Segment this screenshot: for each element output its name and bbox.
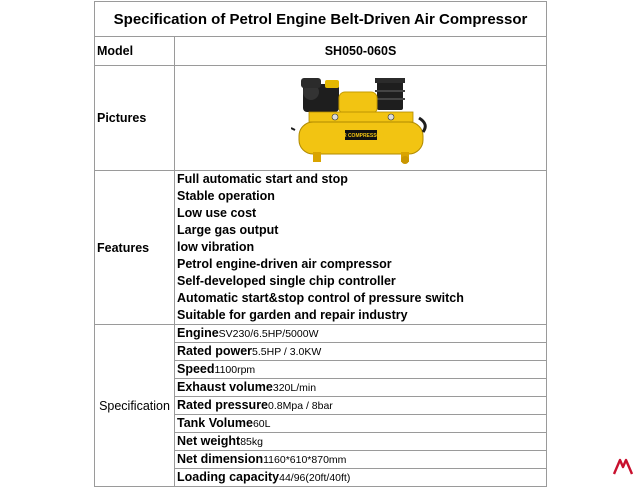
spec-row-engine [175,325,547,343]
feature-item: Large gas output [177,223,279,237]
spec-row-exhaust-volume [175,379,547,397]
spec-value: 0.8Mpa / 8bar [268,400,333,412]
pictures-label: Pictures [95,66,175,171]
features-row [95,171,547,325]
spec-key: Net dimension [177,452,264,466]
tank-label: AIR COMPRESSOR [337,133,384,139]
model-row [95,37,547,66]
spec-key: Speed [177,362,215,376]
picture-cell [175,66,547,171]
spec-key: Engine [177,326,219,340]
spec-key: Exhaust volume [177,380,273,394]
spec-value: 1160*610*870mm [263,454,347,466]
feature-item: Self-developed single chip controller [177,274,396,288]
spec-key: Loading capacity [177,470,280,484]
pictures-row [95,66,547,171]
spec-row-rated-pressure [175,397,547,415]
feature-item: Full automatic start and stop [177,172,348,186]
feature-item: Petrol engine-driven air compressor [177,257,392,271]
feature-item: low vibration [177,240,255,254]
spec-value: 320L/min [272,382,317,394]
air-compressor-image [291,70,431,166]
spec-row [95,325,547,343]
spec-value: 44/96(20ft/40ft) [279,472,351,484]
feature-item: Automatic start&stop control of pressure switch [177,291,464,305]
model-label: Model [95,37,175,66]
spec-row-net-dimension [175,451,547,469]
specification-label: Specification [95,325,175,487]
spec-key: Rated pressure [177,398,269,412]
page-title: Specification of Petrol Engine Belt-Driven Air Compressor [95,2,547,37]
feature-item: Stable operation [177,189,275,203]
watermark-logo-icon [612,458,634,476]
spec-row-speed [175,361,547,379]
spec-value: 1100rpm [214,364,256,376]
spec-value: 85kg [240,436,263,448]
spec-value: 5.5HP / 3.0KW [252,346,322,358]
spec-row-loading-capacity [175,469,547,487]
features-list [175,171,547,325]
spec-row-tank-volume [175,415,547,433]
feature-item: Low use cost [177,206,257,220]
spec-table [94,1,547,487]
title-row [95,2,547,37]
spec-row-net-weight [175,433,547,451]
spec-key: Tank Volume [177,416,253,430]
spec-value: 60L [252,418,271,430]
spec-key: Net weight [177,434,241,448]
spec-key: Rated power [177,344,253,358]
model-value: SH050-060S [175,37,547,66]
spec-row-rated-power [175,343,547,361]
spec-value: SV230/6.5HP/5000W [218,328,319,340]
feature-item: Suitable for garden and repair industry [177,308,408,322]
features-label: Features [95,171,175,325]
